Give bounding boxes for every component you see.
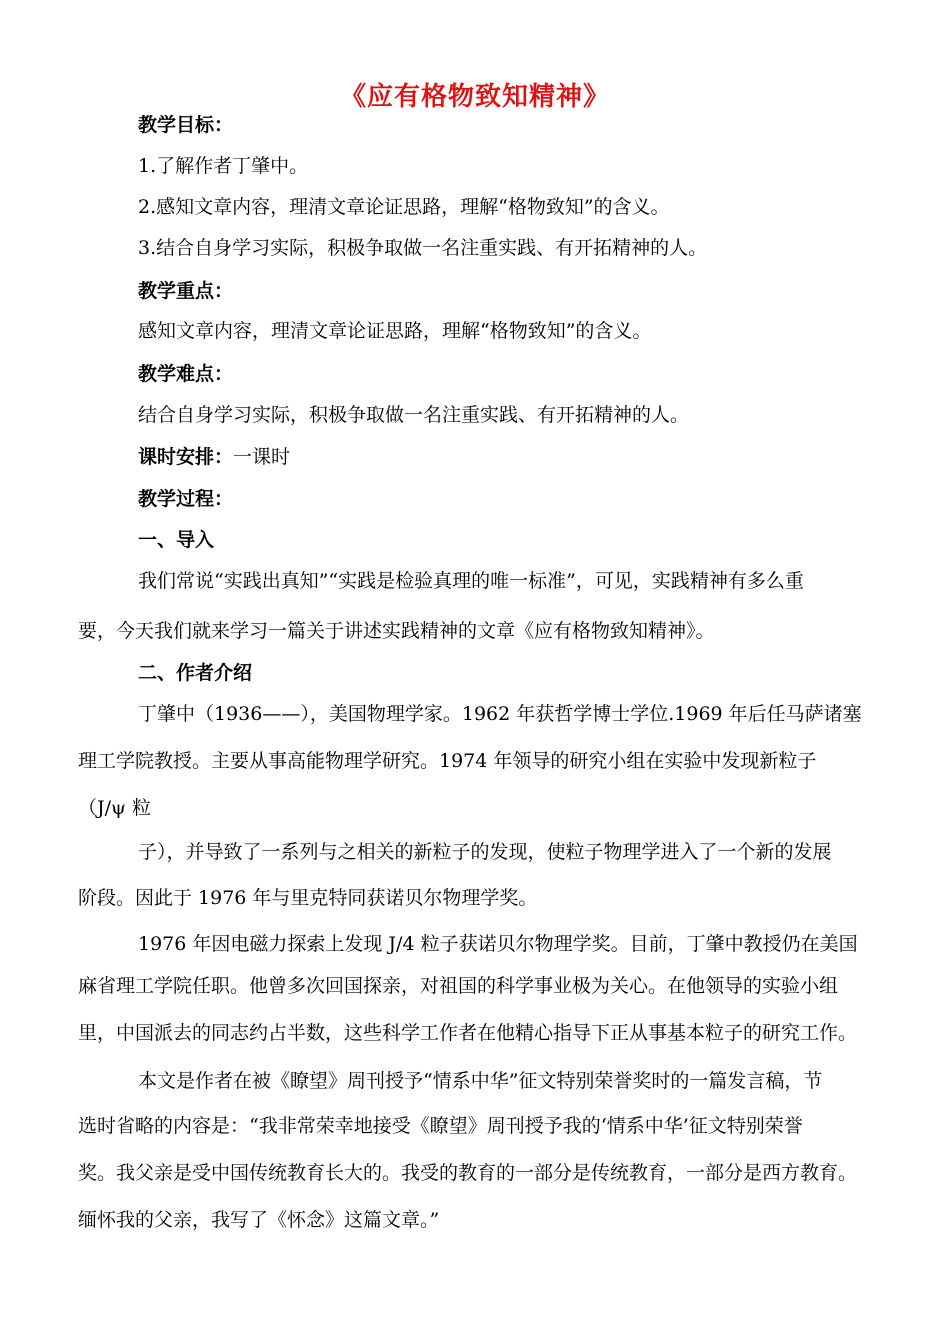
objective-item: 1.了解作者丁肇中。 [138,155,309,177]
key-points-text: 感知文章内容，理清文章论证思路，理解“格物致知”的含义。 [138,320,652,342]
document-title: 《应有格物致知精神》 [339,82,610,112]
section1-heading: 一、导入 [138,529,215,551]
section2-line: 丁肇中（1936——），美国物理学家。1962 年获哲学博士学位.1969 年后任马萨诸塞 [138,703,862,725]
objective-item: 2.感知文章内容，理清文章论证思路，理解“格物致知”的含义。 [138,196,670,218]
section1-line: 要，今天我们就来学习一篇关于讲述实践精神的文章《应有格物致知精神》。 [78,620,715,642]
section2-line: （J/ψ 粒 [78,797,151,819]
section2-line: 选时省略的内容是：“我非常荣幸地接受《瞭望》周刊授予我的‘情系中华’征文特别荣誉 [78,1115,803,1137]
difficulties-text: 结合自身学习实际，积极争取做一名注重实践、有开拓精神的人。 [138,404,690,426]
schedule-value: 一课时 [233,446,291,468]
section2-line: 阶段。因此于 1976 年与里克特同获诺贝尔物理学奖。 [78,887,538,909]
difficulties-heading: 教学难点： [138,363,234,385]
process-heading: 教学过程： [138,488,234,510]
section2-line: 里，中国派去的同志约占半数，这些科学工作者在他精心指导下正从事基本粒子的研究工作。 [78,1022,858,1044]
objectives-heading: 教学目标： [138,114,234,136]
schedule-heading: 课时安排： [138,446,234,468]
section1-line: 我们常说“实践出真知”“实践是检验真理的唯一标准”，可见，实践精神有多么重 [138,570,804,592]
section2-line: 本文是作者在被《瞭望》周刊授予“情系中华”征文特别荣誉奖时的一篇发言稿，节 [138,1070,823,1092]
section2-line: 1976 年因电磁力探索上发现 J/4 粒子获诺贝尔物理学奖。目前，丁肇中教授仍在美国 [138,933,858,955]
objective-item: 3.结合自身学习实际，积极争取做一名注重实践、有开拓精神的人。 [138,237,708,259]
section2-line: 子），并导致了一系列与之相关的新粒子的发现，使粒子物理学进入了一个新的发展 [138,841,832,863]
section2-heading: 二、作者介绍 [138,662,253,684]
key-points-heading: 教学重点： [138,280,234,302]
section2-line: 缅怀我的父亲，我写了《怀念》这篇文章。” [78,1209,440,1231]
section2-line: 理工学院教授。主要从事高能物理学研究。1974 年领导的研究小组在实验中发现新粒子 [78,750,817,772]
section2-line: 奖。我父亲是受中国传统教育长大的。我受的教育的一部分是传统教育，一部分是西方教育。 [78,1162,858,1184]
schedule-line [138,444,878,470]
section2-line: 麻省理工学院任职。他曾多次回国探亲，对祖国的科学事业极为关心。在他领导的实验小组 [78,975,839,997]
